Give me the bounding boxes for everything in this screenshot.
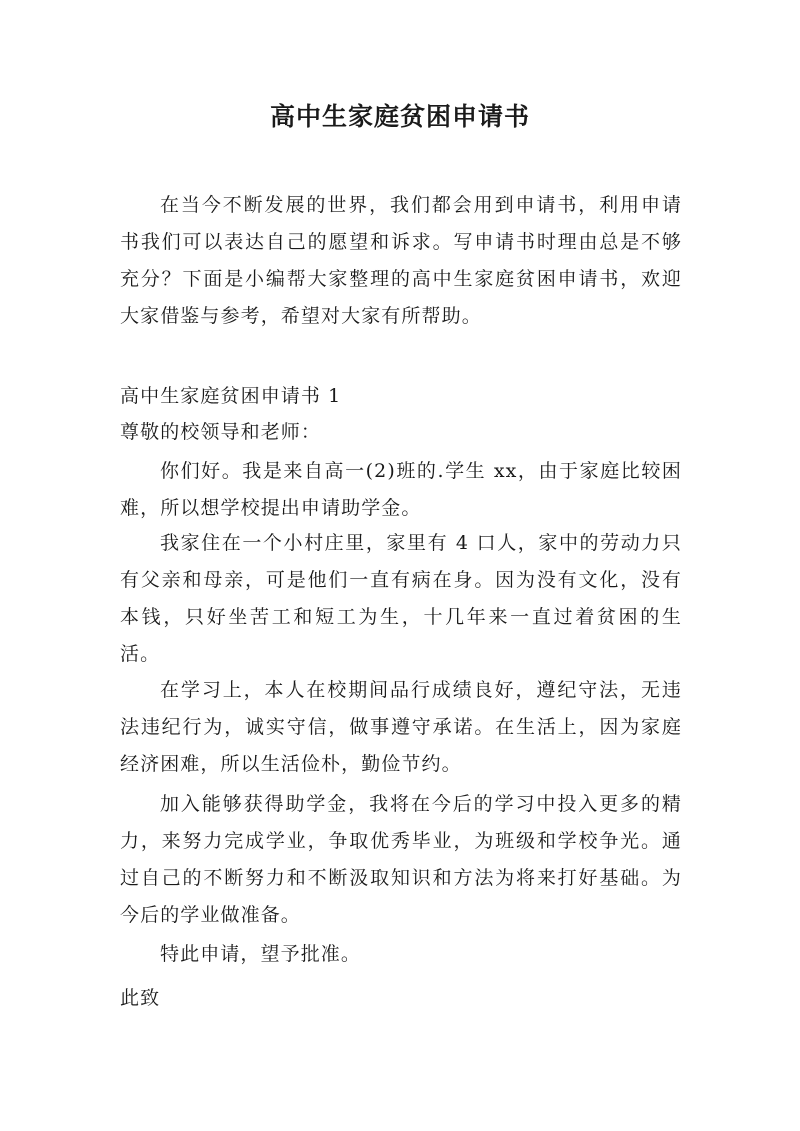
request-paragraph: 特此申请，望予批准。	[160, 943, 362, 965]
aid-commitment-paragraph: 加入能够获得助学金，我将在今后的学习中投入更多的精力，来努力完成学业，争取优秀毕业，为班级和学校争光。通过自己的不断努力和不断汲取知识和方法为将来打好基础。为今后的学业做准备。	[120, 793, 682, 926]
salutation: 尊敬的校领导和老师：	[120, 421, 322, 443]
study-conduct-paragraph: 在学习上，本人在校期间品行成绩良好，遵纪守法，无违法违纪行为，诚实守信，做事遵守承诺。在生活上，因为家庭经济困难，所以生活俭朴，勤俭节约。	[120, 679, 682, 775]
section-heading: 高中生家庭贫困申请书 1	[120, 385, 342, 407]
family-situation-paragraph: 我家住在一个小村庄里，家里有 4 口人，家中的劳动力只有父亲和母亲，可是他们一直有病在身。因为没有文化，没有本钱，只好坐苦工和短工为生，十几年来一直过着贫困的生活。	[120, 532, 682, 665]
greeting-paragraph: 你们好。我是来自高一(2)班的.学生 xx，由于家庭比较困难，所以想学校提出申请助学金。	[120, 460, 682, 519]
intro-paragraph: 在当今不断发展的世界，我们都会用到申请书，利用申请书我们可以表达自己的愿望和诉求。写申请书时理由总是不够充分？下面是小编帮大家整理的高中生家庭贫困申请书，欢迎大家借鉴与参考，希望对大家有所帮助。	[120, 194, 682, 327]
closing-line: 此致	[120, 987, 161, 1009]
document-title: 高中生家庭贫困申请书	[269, 102, 530, 131]
